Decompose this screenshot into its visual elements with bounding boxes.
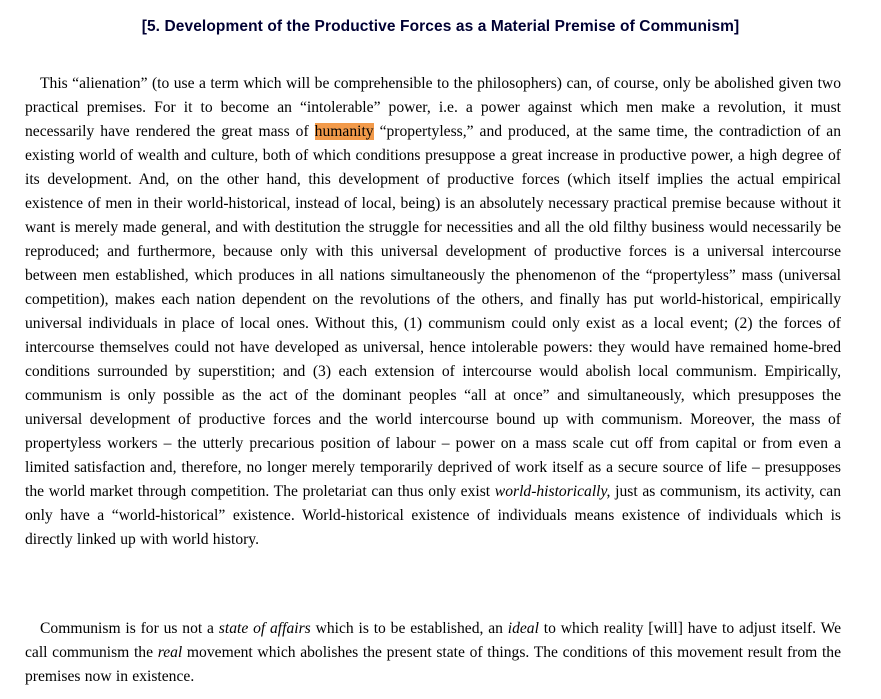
highlighted-word[interactable]: humanity	[314, 123, 374, 140]
italic-emphasis: real	[157, 644, 183, 661]
paragraph-communism	[25, 617, 841, 689]
paragraph-text: This “alienation” (to use a term which will be comprehensible to the philosophers) can, of course, only be abolished given two practical premises. For it to become an “intolerable” power, i.e. a power against which men make a revolution, it must necessarily have rendered the great mass of	[25, 75, 841, 140]
section-title: [5. Development of the Productive Forces as a Material Premise of Communism]	[141, 18, 740, 35]
italic-emphasis: state of affairs	[218, 620, 311, 637]
paragraph-text: “propertyless,” and produced, at the same time, the contradiction of an existing world of wealth and culture, both of which conditions presuppose a great increase in productive power, a high degree of its development. And, on the other hand, this development of productive forces (which itself implies the actual empirical existence of men in their world-historical, instead of local, being) is an absolutely necessary practical premise because without it want is merely made general, and with destitution the struggle for necessities and all the old filthy business would necessarily be reproduced; and furthermore, because only with this universal development of productive forces is a universal intercourse between men established, which produces in all nations simultaneously the phenomenon of the “propertyless” mass (universal competition), makes each nation dependent on the revolutions of the others, and finally has put world-historical, empirically universal individuals in place of local ones. Without this, (1) communism could only exist as a local event; (2) the forces of intercourse themselves could not have developed as universal, hence intolerable powers: they would have remained home-bred conditions surrounded by superstition; and (3) each extension of intercourse would abolish local communism. Empirically, communism is only possible as the act of the dominant peoples “all at once” and simultaneously, which presupposes the universal development of productive forces and the world intercourse bound up with communism. Moreover, the mass of propertyless workers – the utterly precarious position of labour – power on a mass scale cut off from capital or from even a limited satisfaction and, therefore, no longer merely temporarily deprived of work itself as a secure source of life – presupposes the world market through competition. The proletariat can thus only exist	[25, 123, 841, 500]
italic-emphasis: world-historically,	[494, 483, 611, 500]
italic-emphasis: ideal	[507, 620, 539, 637]
paragraph-alienation	[25, 72, 841, 552]
paragraph-text: movement which abolishes the present state of things. The conditions of this movement result from the premises now in existence.	[25, 644, 841, 685]
paragraph-text: to which reality [will] have to adjust itself. We call communism the	[25, 620, 842, 661]
paragraph-text: just as communism, its activity, can only have a “world-historical” existence. World-historical existence of individuals means existence of individuals which is directly linked up with world history.	[25, 483, 842, 548]
paragraph-text: Communism is for us not a	[40, 620, 219, 637]
paragraph-text: which is to be established, an	[310, 620, 508, 637]
